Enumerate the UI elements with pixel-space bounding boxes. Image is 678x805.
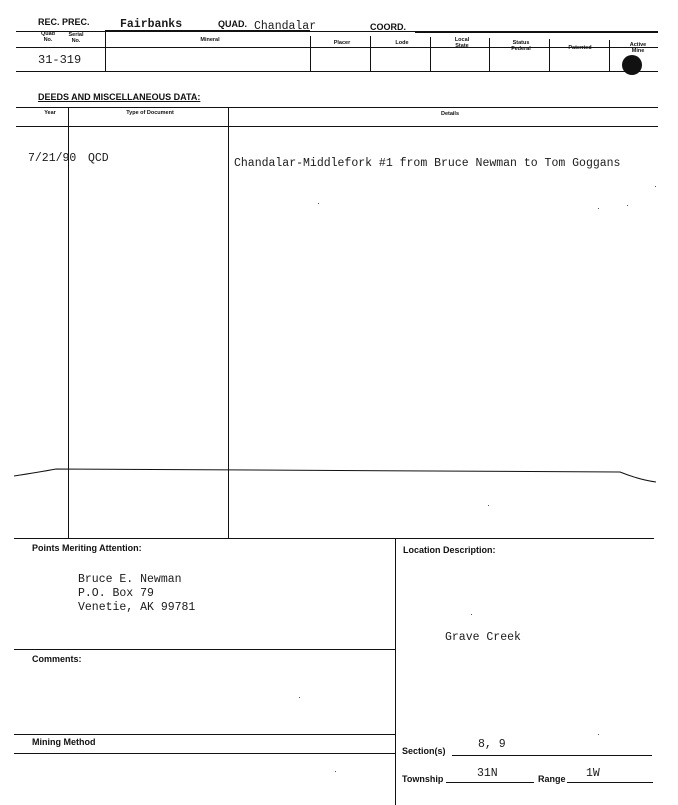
deeds-lower-rule <box>0 462 678 492</box>
range-underline <box>567 782 653 783</box>
col-divider-5 <box>489 38 490 71</box>
comments-label: Comments: <box>32 654 82 664</box>
header-top-rule <box>16 31 658 32</box>
quad-value: Chandalar <box>254 20 317 33</box>
speck <box>318 203 319 204</box>
location-label: Location Description: <box>403 545 496 555</box>
col-divider-1 <box>105 32 106 71</box>
lower-center-divider <box>395 538 396 805</box>
points-line-1: Bruce E. Newman <box>78 573 182 586</box>
speck <box>471 614 472 615</box>
deed-details: Chandalar-Middlefork #1 from Bruce Newman to Tom Goggans <box>234 157 621 170</box>
record-bottom-rule <box>16 71 658 72</box>
coord-label: COORD. <box>370 22 406 32</box>
deed-type: QCD <box>88 152 109 165</box>
township-label: Township <box>402 774 444 784</box>
lower-top-rule <box>14 538 654 539</box>
speck <box>335 771 336 772</box>
col-quad-no: Quad No. <box>40 31 56 43</box>
section-underline <box>452 755 652 756</box>
col-local-state: Local State <box>454 37 470 49</box>
deeds-col-year: Year <box>44 110 56 116</box>
points-line-2: P.O. Box 79 <box>78 587 154 600</box>
col-divider-4 <box>430 37 431 71</box>
col-divider-7 <box>609 40 610 71</box>
col-serial-no: Serial No. <box>68 32 84 44</box>
speck <box>488 505 489 506</box>
speck <box>655 186 656 187</box>
col-status-federal: Status Federal <box>511 40 531 52</box>
col-lode: Lode <box>395 40 409 46</box>
range-value: 1W <box>586 767 600 780</box>
speck <box>627 205 628 206</box>
mining-method-top-rule <box>14 734 395 735</box>
col-divider-3 <box>370 36 371 71</box>
deed-year: 7/21/90 <box>28 152 77 165</box>
township-underline <box>446 782 534 783</box>
quad-label: QUAD. <box>218 19 247 29</box>
col-divider-2 <box>310 36 311 71</box>
deeds-top-rule <box>16 107 658 108</box>
col-divider-6 <box>549 39 550 71</box>
col-mineral: Mineral <box>200 37 220 43</box>
columns-rule <box>16 47 658 48</box>
coord-underline <box>415 32 658 33</box>
rec-prec-value: Fairbanks <box>120 18 183 31</box>
points-label: Points Meriting Attention: <box>32 543 142 553</box>
deeds-title: DEEDS AND MISCELLANEOUS DATA: <box>38 92 201 102</box>
comments-top-rule <box>14 649 395 650</box>
range-label: Range <box>538 774 566 784</box>
col-patented: Patented <box>568 45 592 51</box>
mining-method-bottom-rule <box>14 753 395 754</box>
col-placer: Placer <box>333 40 351 46</box>
section-label: Section(s) <box>402 746 446 756</box>
active-mine-marker <box>622 55 642 75</box>
deeds-header-rule <box>16 126 658 127</box>
col-active-mine: Active Mine <box>629 42 647 54</box>
township-value: 31N <box>477 767 498 780</box>
rec-prec-label: REC. PREC. <box>38 17 90 27</box>
section-value: 8, 9 <box>478 738 506 751</box>
quad-serial-value: 31-319 <box>38 53 82 67</box>
speck <box>299 697 300 698</box>
location-value: Grave Creek <box>445 631 521 644</box>
points-line-3: Venetie, AK 99781 <box>78 601 196 614</box>
speck <box>598 208 599 209</box>
deeds-col-type: Type of Document <box>126 110 174 116</box>
mining-method-label: Mining Method <box>32 737 96 747</box>
deeds-col-details: Details <box>440 111 460 117</box>
speck <box>598 734 599 735</box>
